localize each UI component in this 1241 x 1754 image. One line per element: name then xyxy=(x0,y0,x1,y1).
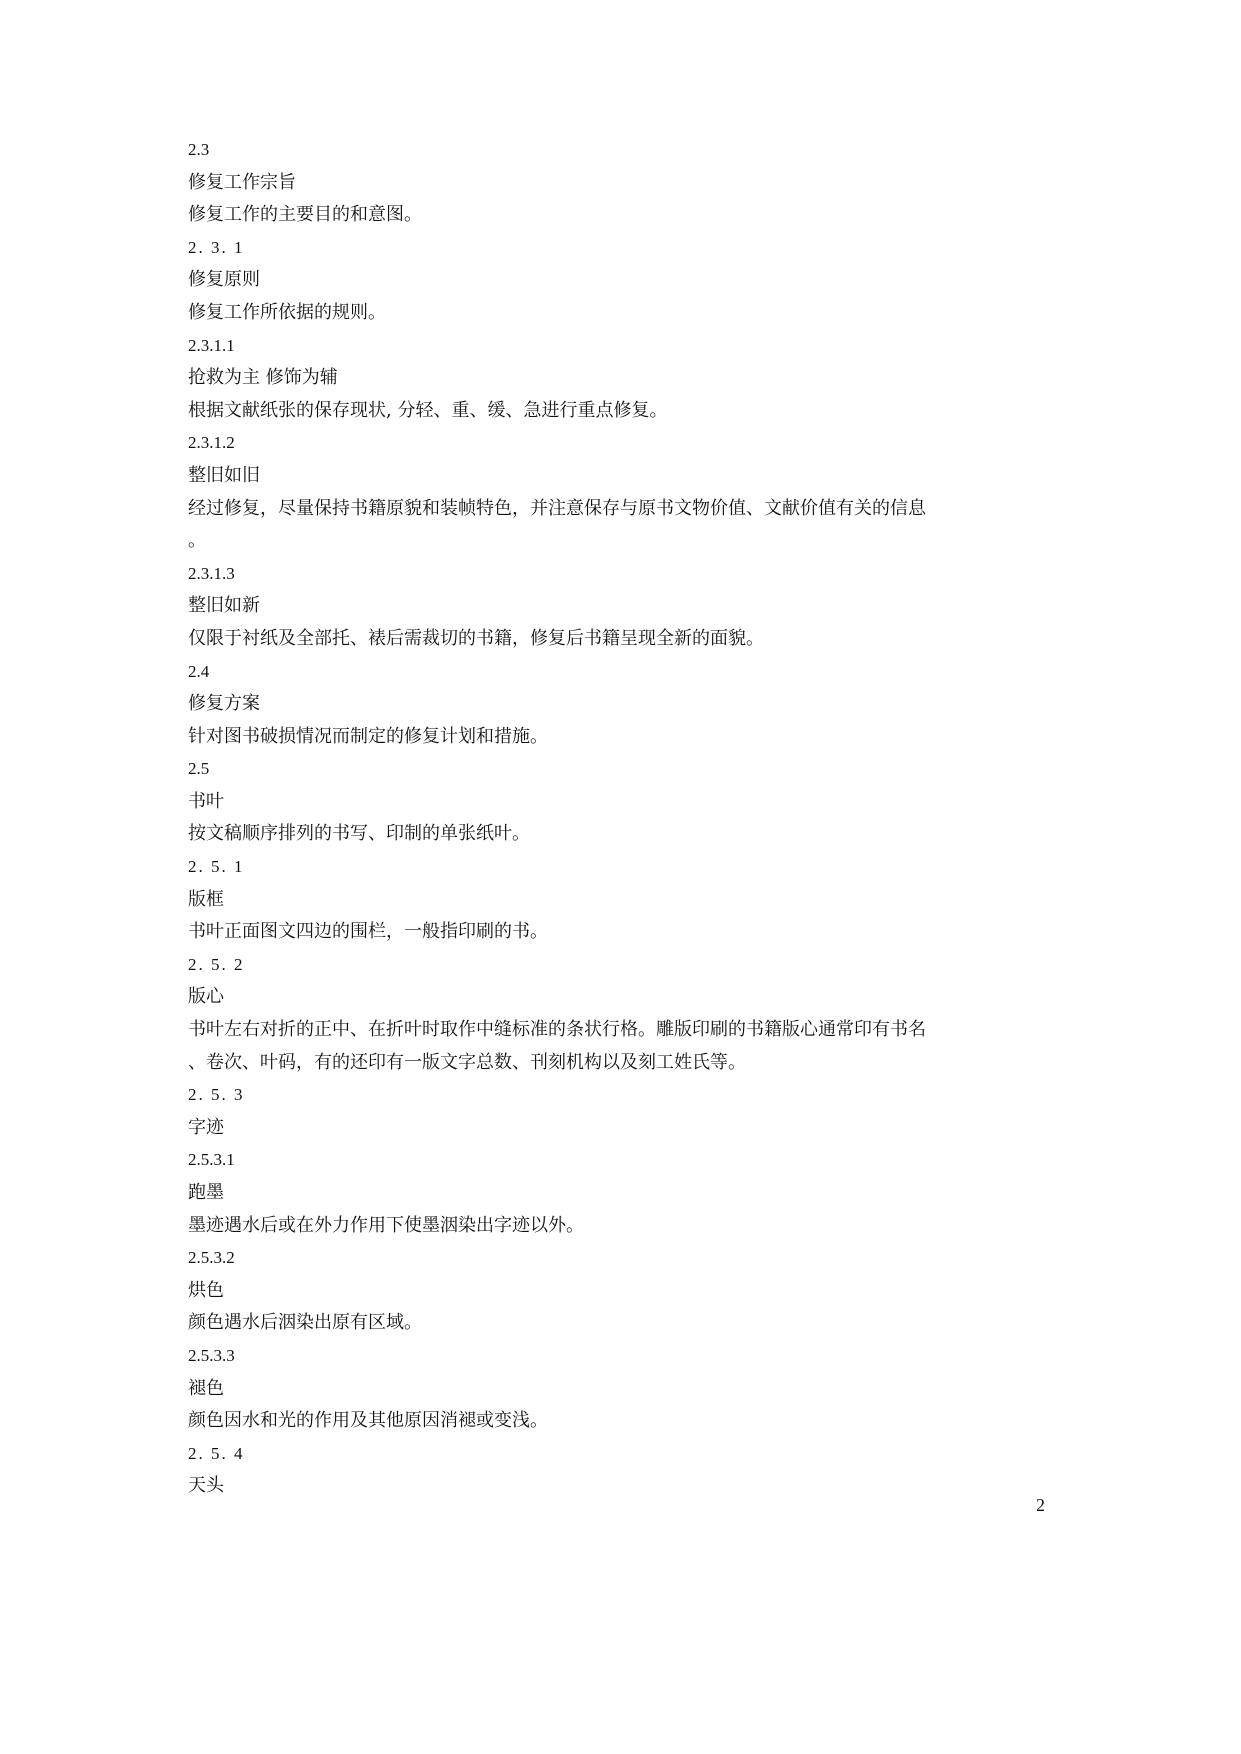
definition-text: 仅限于衬纸及全部托、裱后需裁切的书籍，修复后书籍呈现全新的面貌。 xyxy=(188,627,764,649)
definition-text: 根据文献纸张的保存现状, 分轻、重、缓、急进行重点修复。 xyxy=(188,399,668,421)
term-heading: 版框 xyxy=(188,888,224,910)
section-number: 2.3.1.3 xyxy=(188,563,235,583)
term-heading: 跑墨 xyxy=(188,1182,224,1203)
section-number: 2.3 xyxy=(188,140,210,159)
definition-text: 颜色遇水后洇染出原有区域。 xyxy=(188,1312,422,1334)
definition-text: 修复工作所依据的规则。 xyxy=(188,301,386,323)
definition-text: 书叶正面图文四边的围栏，一般指印刷的书。 xyxy=(188,921,548,943)
definition-text: 、卷次、叶码，有的还印有一版文字总数、刊刻机构以及刻工姓氏等。 xyxy=(188,1051,746,1073)
definition-text: 颜色因水和光的作用及其他原因消褪或变浅。 xyxy=(188,1410,548,1432)
term-heading: 褪色 xyxy=(188,1377,224,1399)
section-number: 2.3.1.2 xyxy=(188,433,235,453)
section-number: 2. 5. 2 xyxy=(188,954,245,974)
section-number: 2.3.1.1 xyxy=(188,335,235,355)
section-number: 2. 5. 3 xyxy=(188,1085,245,1105)
definition-text: 按文稿顺序排列的书写、印制的单张纸叶。 xyxy=(188,823,530,845)
definition-text: 修复工作的主要目的和意图。 xyxy=(188,204,422,226)
section-number: 2. 5. 1 xyxy=(188,857,245,877)
term-heading: 天头 xyxy=(188,1475,224,1497)
definition-text: 书叶左右对折的正中、在折叶时取作中缝标准的条状行格。雕版印刷的书籍版心通常印有书名 xyxy=(188,1019,926,1041)
section-number: 2.5 xyxy=(188,759,210,779)
term-heading: 版心 xyxy=(188,986,224,1008)
term-heading: 烘色 xyxy=(188,1279,224,1301)
definition-text: 针对图书破损情况而制定的修复计划和措施。 xyxy=(188,725,548,747)
term-heading: 整旧如旧 xyxy=(188,464,260,486)
section-number: 2.5.3.1 xyxy=(188,1150,235,1170)
term-heading: 修复方案 xyxy=(188,693,260,715)
term-heading: 书叶 xyxy=(188,790,224,812)
term-heading: 字迹 xyxy=(188,1116,224,1138)
document-body xyxy=(188,134,1058,1503)
term-heading: 修复工作宗旨 xyxy=(188,171,296,193)
section-number: 2. 5. 4 xyxy=(188,1443,245,1463)
definition-text: 经过修复，尽量保持书籍原貌和装帧特色，并注意保存与原书文物价值、文献价值有关的信息 xyxy=(188,497,926,519)
definition-text: 。 xyxy=(188,530,206,552)
term-heading: 抢救为主 修饰为辅 xyxy=(188,367,338,389)
section-number: 2.5.3.2 xyxy=(188,1248,235,1268)
definition-text: 墨迹遇水后或在外力作用下使墨洇染出字迹以外。 xyxy=(188,1214,584,1236)
section-number: 2. 3. 1 xyxy=(188,237,245,257)
section-number: 2.4 xyxy=(188,661,210,681)
term-heading: 修复原则 xyxy=(188,269,260,291)
page-number: 2 xyxy=(1036,1495,1045,1515)
section-number: 2.5.3.3 xyxy=(188,1345,235,1365)
term-heading: 整旧如新 xyxy=(188,595,260,617)
